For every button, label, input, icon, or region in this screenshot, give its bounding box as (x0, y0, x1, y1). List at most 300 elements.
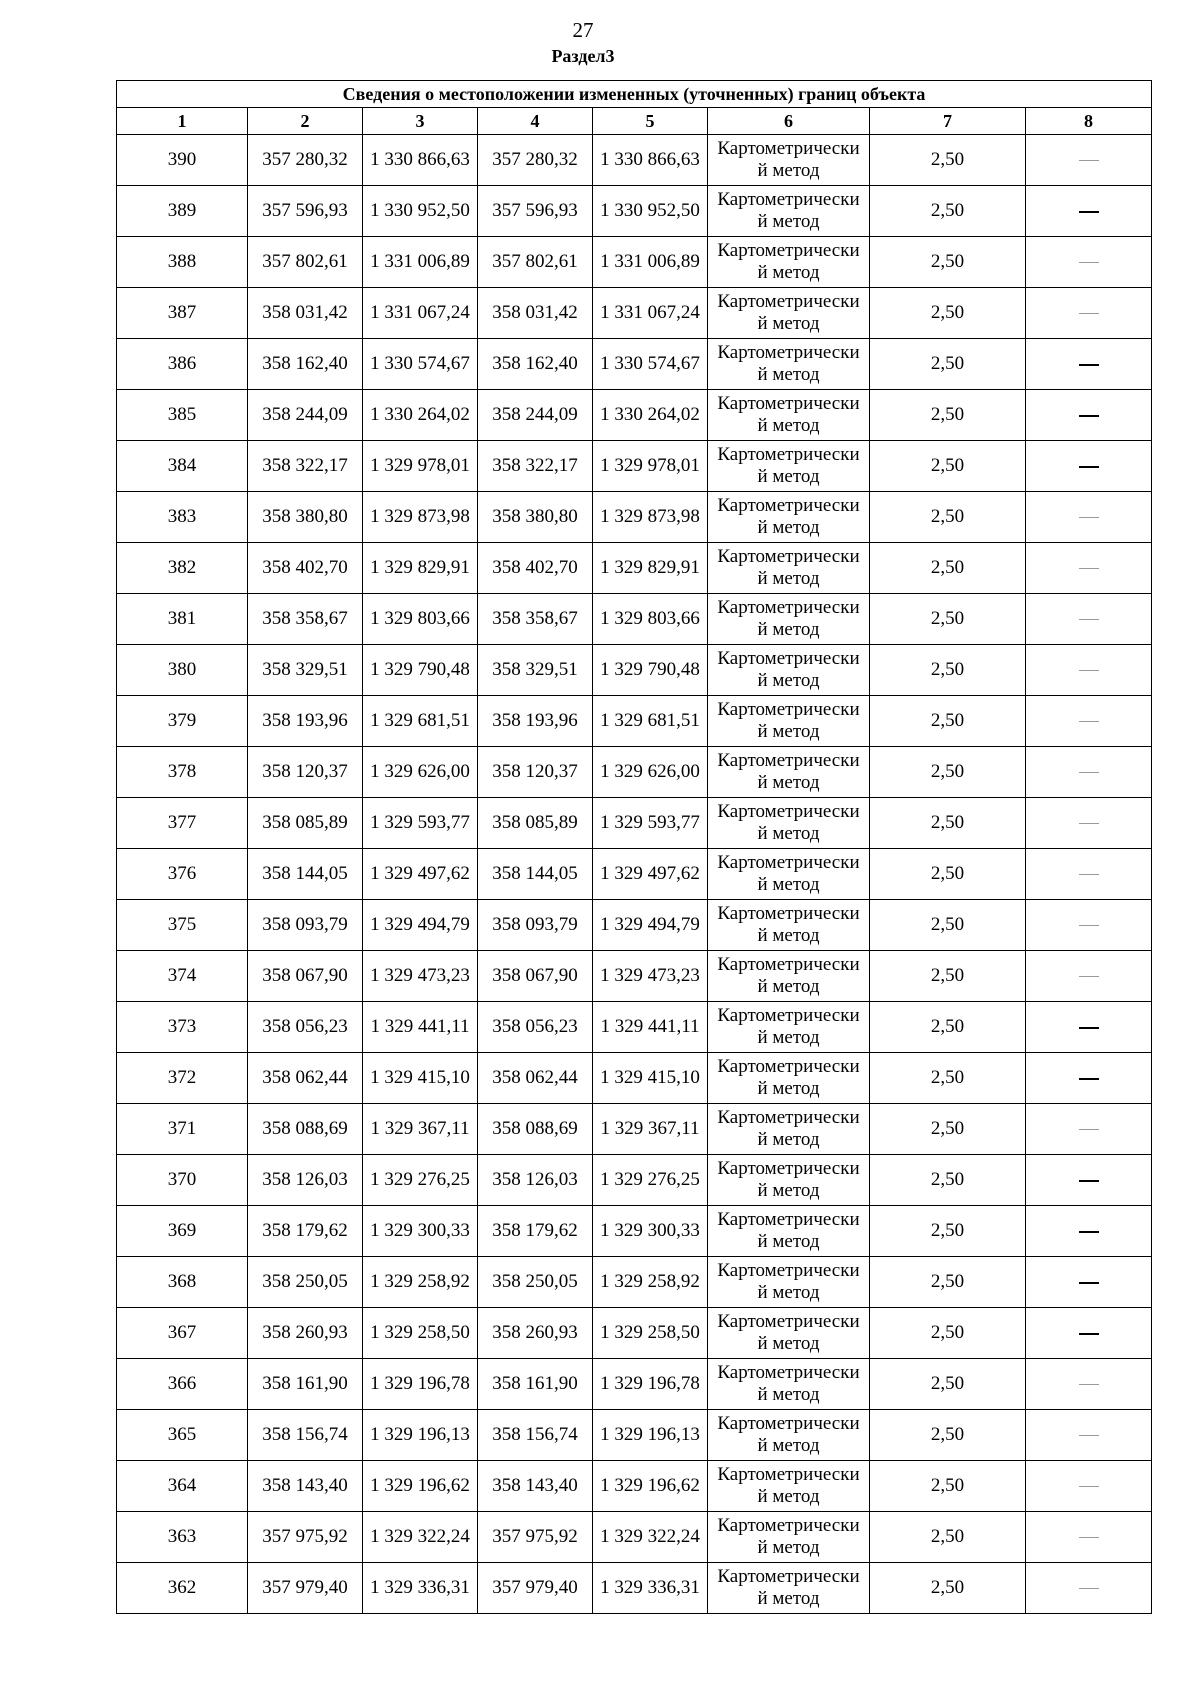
y-new-coordinate-cell: 1 329 494,79 (593, 900, 708, 951)
accuracy-cell: 2,50 (870, 1410, 1026, 1461)
y-new-coordinate-cell: 1 329 681,51 (593, 696, 708, 747)
empty-value-dash (1079, 517, 1099, 518)
method-line-1: Картометрически (717, 546, 860, 567)
y-new-coordinate-cell: 1 329 367,11 (593, 1104, 708, 1155)
y-new-coordinate-cell: 1 329 196,13 (593, 1410, 708, 1461)
method-line-1: Картометрически (717, 1515, 860, 1536)
description-cell (1026, 1512, 1152, 1563)
x-coordinate-cell: 358 358,67 (248, 594, 363, 645)
column-number-2: 2 (248, 108, 363, 135)
table-row (117, 543, 1152, 594)
x-coordinate-cell: 358 244,09 (248, 390, 363, 441)
method-cell (708, 798, 870, 849)
point-number-cell: 373 (117, 1002, 248, 1053)
point-number-cell: 363 (117, 1512, 248, 1563)
x-new-coordinate-cell: 358 162,40 (478, 339, 593, 390)
method-line-2: й метод (757, 1588, 820, 1609)
x-coordinate-cell: 358 329,51 (248, 645, 363, 696)
table-row (117, 900, 1152, 951)
x-coordinate-cell: 358 260,93 (248, 1308, 363, 1359)
method-line-2: й метод (757, 925, 820, 946)
x-coordinate-cell: 358 067,90 (248, 951, 363, 1002)
x-coordinate-cell: 357 979,40 (248, 1563, 363, 1614)
y-coordinate-cell: 1 329 790,48 (363, 645, 478, 696)
y-coordinate-cell: 1 329 681,51 (363, 696, 478, 747)
x-coordinate-cell: 358 144,05 (248, 849, 363, 900)
description-cell (1026, 1257, 1152, 1308)
method-cell (708, 1512, 870, 1563)
y-coordinate-cell: 1 329 415,10 (363, 1053, 478, 1104)
x-coordinate-cell: 357 975,92 (248, 1512, 363, 1563)
y-coordinate-cell: 1 329 494,79 (363, 900, 478, 951)
accuracy-cell: 2,50 (870, 696, 1026, 747)
empty-value-dash (1079, 262, 1099, 263)
method-line-1: Картометрически (717, 1209, 860, 1230)
method-cell (708, 492, 870, 543)
method-line-2: й метод (757, 1537, 820, 1558)
y-coordinate-cell: 1 330 574,67 (363, 339, 478, 390)
boundary-coordinates-table (116, 80, 1152, 1614)
table-row (117, 696, 1152, 747)
accuracy-cell: 2,50 (870, 237, 1026, 288)
method-line-1: Картометрически (717, 342, 860, 363)
accuracy-cell: 2,50 (870, 135, 1026, 186)
method-cell (708, 237, 870, 288)
table-row (117, 135, 1152, 186)
method-cell (708, 1104, 870, 1155)
point-number-cell: 388 (117, 237, 248, 288)
point-number-cell: 382 (117, 543, 248, 594)
point-number-cell: 377 (117, 798, 248, 849)
method-line-1: Картометрически (717, 240, 860, 261)
accuracy-cell: 2,50 (870, 645, 1026, 696)
method-cell (708, 1206, 870, 1257)
point-number-cell: 375 (117, 900, 248, 951)
description-cell (1026, 135, 1152, 186)
x-coordinate-cell: 358 162,40 (248, 339, 363, 390)
method-line-1: Картометрически (717, 1413, 860, 1434)
x-new-coordinate-cell: 358 120,37 (478, 747, 593, 798)
table-row (117, 441, 1152, 492)
table-row (117, 1563, 1152, 1614)
description-cell (1026, 900, 1152, 951)
x-new-coordinate-cell: 358 322,17 (478, 441, 593, 492)
method-line-2: й метод (757, 364, 820, 385)
accuracy-cell: 2,50 (870, 339, 1026, 390)
method-line-2: й метод (757, 619, 820, 640)
x-new-coordinate-cell: 358 260,93 (478, 1308, 593, 1359)
y-coordinate-cell: 1 329 196,78 (363, 1359, 478, 1410)
table-row (117, 186, 1152, 237)
point-number-cell: 366 (117, 1359, 248, 1410)
accuracy-cell: 2,50 (870, 390, 1026, 441)
x-new-coordinate-cell: 358 402,70 (478, 543, 593, 594)
accuracy-cell: 2,50 (870, 1155, 1026, 1206)
x-coordinate-cell: 358 322,17 (248, 441, 363, 492)
y-new-coordinate-cell: 1 329 441,11 (593, 1002, 708, 1053)
method-line-1: Картометрически (717, 699, 860, 720)
table-row (117, 594, 1152, 645)
y-coordinate-cell: 1 329 196,62 (363, 1461, 478, 1512)
y-new-coordinate-cell: 1 329 196,78 (593, 1359, 708, 1410)
point-number-cell: 364 (117, 1461, 248, 1512)
x-coordinate-cell: 358 126,03 (248, 1155, 363, 1206)
method-line-1: Картометрически (717, 648, 860, 669)
y-new-coordinate-cell: 1 329 336,31 (593, 1563, 708, 1614)
description-cell (1026, 1104, 1152, 1155)
point-number-cell: 376 (117, 849, 248, 900)
description-cell (1026, 1563, 1152, 1614)
accuracy-cell: 2,50 (870, 1512, 1026, 1563)
x-new-coordinate-cell: 358 244,09 (478, 390, 593, 441)
point-number-cell: 379 (117, 696, 248, 747)
description-cell (1026, 798, 1152, 849)
method-line-2: й метод (757, 568, 820, 589)
y-coordinate-cell: 1 330 866,63 (363, 135, 478, 186)
table-row (117, 1002, 1152, 1053)
table-row (117, 1512, 1152, 1563)
empty-value-dash (1079, 1435, 1099, 1436)
y-coordinate-cell: 1 329 803,66 (363, 594, 478, 645)
empty-value-dash (1079, 364, 1099, 366)
table-row (117, 1206, 1152, 1257)
table-row (117, 1257, 1152, 1308)
accuracy-cell: 2,50 (870, 1308, 1026, 1359)
point-number-cell: 386 (117, 339, 248, 390)
table-row (117, 1410, 1152, 1461)
empty-value-dash (1079, 415, 1099, 417)
method-cell (708, 951, 870, 1002)
method-line-1: Картометрически (717, 393, 860, 414)
method-cell (708, 441, 870, 492)
empty-value-dash (1079, 670, 1099, 671)
empty-value-dash (1079, 823, 1099, 824)
x-coordinate-cell: 358 250,05 (248, 1257, 363, 1308)
y-new-coordinate-cell: 1 329 276,25 (593, 1155, 708, 1206)
x-new-coordinate-cell: 357 596,93 (478, 186, 593, 237)
accuracy-cell: 2,50 (870, 1257, 1026, 1308)
description-cell (1026, 1461, 1152, 1512)
method-line-1: Картометрически (717, 1260, 860, 1281)
table-row (117, 390, 1152, 441)
description-cell (1026, 645, 1152, 696)
method-line-2: й метод (757, 415, 820, 436)
x-coordinate-cell: 358 156,74 (248, 1410, 363, 1461)
method-cell (708, 645, 870, 696)
method-cell (708, 288, 870, 339)
method-line-1: Картометрически (717, 1464, 860, 1485)
point-number-cell: 380 (117, 645, 248, 696)
point-number-cell: 362 (117, 1563, 248, 1614)
accuracy-cell: 2,50 (870, 543, 1026, 594)
y-new-coordinate-cell: 1 330 574,67 (593, 339, 708, 390)
description-cell (1026, 594, 1152, 645)
x-new-coordinate-cell: 358 143,40 (478, 1461, 593, 1512)
accuracy-cell: 2,50 (870, 951, 1026, 1002)
method-cell (708, 900, 870, 951)
method-line-2: й метод (757, 517, 820, 538)
point-number-cell: 384 (117, 441, 248, 492)
y-coordinate-cell: 1 329 593,77 (363, 798, 478, 849)
x-coordinate-cell: 358 085,89 (248, 798, 363, 849)
point-number-cell: 374 (117, 951, 248, 1002)
x-new-coordinate-cell: 358 093,79 (478, 900, 593, 951)
description-cell (1026, 951, 1152, 1002)
method-line-2: й метод (757, 1435, 820, 1456)
accuracy-cell: 2,50 (870, 288, 1026, 339)
x-new-coordinate-cell: 358 358,67 (478, 594, 593, 645)
accuracy-cell: 2,50 (870, 1461, 1026, 1512)
method-line-1: Картометрически (717, 1362, 860, 1383)
x-new-coordinate-cell: 358 329,51 (478, 645, 593, 696)
table-row (117, 645, 1152, 696)
method-cell (708, 1410, 870, 1461)
x-new-coordinate-cell: 358 067,90 (478, 951, 593, 1002)
method-line-2: й метод (757, 1078, 820, 1099)
column-number-header (117, 108, 1152, 135)
method-line-2: й метод (757, 160, 820, 181)
method-line-2: й метод (757, 1486, 820, 1507)
y-new-coordinate-cell: 1 329 322,24 (593, 1512, 708, 1563)
description-cell (1026, 492, 1152, 543)
accuracy-cell: 2,50 (870, 849, 1026, 900)
x-coordinate-cell: 358 380,80 (248, 492, 363, 543)
method-line-1: Картометрически (717, 1566, 860, 1587)
method-line-2: й метод (757, 874, 820, 895)
method-line-1: Картометрически (717, 1311, 860, 1332)
method-line-1: Картометрически (717, 1056, 860, 1077)
empty-value-dash (1079, 1384, 1099, 1385)
table-row (117, 1053, 1152, 1104)
y-coordinate-cell: 1 330 264,02 (363, 390, 478, 441)
accuracy-cell: 2,50 (870, 1104, 1026, 1155)
x-coordinate-cell: 358 402,70 (248, 543, 363, 594)
method-cell (708, 186, 870, 237)
accuracy-cell: 2,50 (870, 1359, 1026, 1410)
y-new-coordinate-cell: 1 331 067,24 (593, 288, 708, 339)
empty-value-dash (1079, 1231, 1099, 1233)
y-new-coordinate-cell: 1 329 873,98 (593, 492, 708, 543)
empty-value-dash (1079, 1588, 1099, 1589)
method-line-2: й метод (757, 1180, 820, 1201)
method-line-1: Картометрически (717, 801, 860, 822)
x-coordinate-cell: 357 596,93 (248, 186, 363, 237)
method-line-1: Картометрически (717, 903, 860, 924)
y-coordinate-cell: 1 329 497,62 (363, 849, 478, 900)
x-new-coordinate-cell: 358 085,89 (478, 798, 593, 849)
y-new-coordinate-cell: 1 331 006,89 (593, 237, 708, 288)
method-cell (708, 135, 870, 186)
method-line-2: й метод (757, 670, 820, 691)
y-new-coordinate-cell: 1 329 258,50 (593, 1308, 708, 1359)
x-new-coordinate-cell: 358 062,44 (478, 1053, 593, 1104)
empty-value-dash (1079, 772, 1099, 773)
method-line-2: й метод (757, 262, 820, 283)
y-coordinate-cell: 1 329 196,13 (363, 1410, 478, 1461)
empty-value-dash (1079, 1537, 1099, 1538)
section-title: Раздел3 (551, 46, 615, 66)
table-row (117, 1308, 1152, 1359)
point-number-cell: 368 (117, 1257, 248, 1308)
column-number-7: 7 (870, 108, 1026, 135)
x-new-coordinate-cell: 358 250,05 (478, 1257, 593, 1308)
y-coordinate-cell: 1 329 626,00 (363, 747, 478, 798)
accuracy-cell: 2,50 (870, 441, 1026, 492)
accuracy-cell: 2,50 (870, 1053, 1026, 1104)
y-new-coordinate-cell: 1 329 803,66 (593, 594, 708, 645)
accuracy-cell: 2,50 (870, 900, 1026, 951)
empty-value-dash (1079, 1486, 1099, 1487)
column-number-6: 6 (708, 108, 870, 135)
point-number-cell: 381 (117, 594, 248, 645)
method-cell (708, 1359, 870, 1410)
description-cell (1026, 696, 1152, 747)
x-new-coordinate-cell: 358 144,05 (478, 849, 593, 900)
column-number-1: 1 (117, 108, 248, 135)
method-line-1: Картометрически (717, 597, 860, 618)
y-new-coordinate-cell: 1 329 978,01 (593, 441, 708, 492)
method-line-2: й метод (757, 1027, 820, 1048)
table-row (117, 798, 1152, 849)
y-coordinate-cell: 1 329 300,33 (363, 1206, 478, 1257)
accuracy-cell: 2,50 (870, 1563, 1026, 1614)
x-coordinate-cell: 358 193,96 (248, 696, 363, 747)
method-cell (708, 543, 870, 594)
x-coordinate-cell: 358 093,79 (248, 900, 363, 951)
method-cell (708, 696, 870, 747)
accuracy-cell: 2,50 (870, 492, 1026, 543)
y-new-coordinate-cell: 1 329 829,91 (593, 543, 708, 594)
accuracy-cell: 2,50 (870, 747, 1026, 798)
table-row (117, 1359, 1152, 1410)
column-number-5: 5 (593, 108, 708, 135)
point-number-cell: 390 (117, 135, 248, 186)
point-number-cell: 372 (117, 1053, 248, 1104)
column-number-3: 3 (363, 108, 478, 135)
empty-value-dash (1079, 1180, 1099, 1182)
method-line-2: й метод (757, 211, 820, 232)
empty-value-dash (1079, 1333, 1099, 1335)
point-number-cell: 387 (117, 288, 248, 339)
description-cell (1026, 849, 1152, 900)
x-new-coordinate-cell: 358 193,96 (478, 696, 593, 747)
table-row (117, 1104, 1152, 1155)
empty-value-dash (1079, 568, 1099, 569)
x-coordinate-cell: 358 056,23 (248, 1002, 363, 1053)
table-row (117, 1155, 1152, 1206)
method-cell (708, 1155, 870, 1206)
x-new-coordinate-cell: 358 179,62 (478, 1206, 593, 1257)
x-new-coordinate-cell: 358 380,80 (478, 492, 593, 543)
method-cell (708, 1257, 870, 1308)
point-number-cell: 385 (117, 390, 248, 441)
description-cell (1026, 390, 1152, 441)
method-line-1: Картометрически (717, 138, 860, 159)
y-coordinate-cell: 1 329 258,92 (363, 1257, 478, 1308)
table-row (117, 1461, 1152, 1512)
method-cell (708, 747, 870, 798)
point-number-cell: 369 (117, 1206, 248, 1257)
y-new-coordinate-cell: 1 329 258,92 (593, 1257, 708, 1308)
point-number-cell: 378 (117, 747, 248, 798)
accuracy-cell: 2,50 (870, 594, 1026, 645)
y-coordinate-cell: 1 329 367,11 (363, 1104, 478, 1155)
page-number: 27 (572, 18, 594, 42)
x-new-coordinate-cell: 357 975,92 (478, 1512, 593, 1563)
x-coordinate-cell: 357 802,61 (248, 237, 363, 288)
table-row (117, 339, 1152, 390)
x-new-coordinate-cell: 358 161,90 (478, 1359, 593, 1410)
method-line-1: Картометрически (717, 954, 860, 975)
description-cell (1026, 186, 1152, 237)
y-new-coordinate-cell: 1 329 626,00 (593, 747, 708, 798)
y-coordinate-cell: 1 329 322,24 (363, 1512, 478, 1563)
x-coordinate-cell: 357 280,32 (248, 135, 363, 186)
method-line-2: й метод (757, 1231, 820, 1252)
y-new-coordinate-cell: 1 329 790,48 (593, 645, 708, 696)
table-row (117, 951, 1152, 1002)
method-cell (708, 390, 870, 441)
empty-value-dash (1079, 619, 1099, 620)
accuracy-cell: 2,50 (870, 1002, 1026, 1053)
table-row (117, 237, 1152, 288)
accuracy-cell: 2,50 (870, 1206, 1026, 1257)
method-line-2: й метод (757, 313, 820, 334)
method-line-1: Картометрически (717, 1107, 860, 1128)
method-cell (708, 339, 870, 390)
x-coordinate-cell: 358 062,44 (248, 1053, 363, 1104)
y-coordinate-cell: 1 330 952,50 (363, 186, 478, 237)
y-coordinate-cell: 1 329 276,25 (363, 1155, 478, 1206)
point-number-cell: 371 (117, 1104, 248, 1155)
column-number-8: 8 (1026, 108, 1152, 135)
method-line-1: Картометрически (717, 852, 860, 873)
y-new-coordinate-cell: 1 329 415,10 (593, 1053, 708, 1104)
point-number-cell: 367 (117, 1308, 248, 1359)
y-new-coordinate-cell: 1 329 473,23 (593, 951, 708, 1002)
method-line-2: й метод (757, 1129, 820, 1150)
description-cell (1026, 543, 1152, 594)
method-line-2: й метод (757, 1282, 820, 1303)
accuracy-cell: 2,50 (870, 186, 1026, 237)
empty-value-dash (1079, 976, 1099, 977)
method-cell (708, 1308, 870, 1359)
method-line-1: Картометрически (717, 750, 860, 771)
empty-value-dash (1079, 1129, 1099, 1130)
description-cell (1026, 339, 1152, 390)
description-cell (1026, 1206, 1152, 1257)
point-number-cell: 389 (117, 186, 248, 237)
description-cell (1026, 747, 1152, 798)
description-cell (1026, 237, 1152, 288)
empty-value-dash (1079, 1078, 1099, 1080)
y-coordinate-cell: 1 329 473,23 (363, 951, 478, 1002)
description-cell (1026, 288, 1152, 339)
method-line-2: й метод (757, 976, 820, 997)
y-new-coordinate-cell: 1 329 497,62 (593, 849, 708, 900)
x-new-coordinate-cell: 357 802,61 (478, 237, 593, 288)
y-coordinate-cell: 1 329 441,11 (363, 1002, 478, 1053)
empty-value-dash (1079, 160, 1099, 161)
method-line-2: й метод (757, 772, 820, 793)
method-line-2: й метод (757, 823, 820, 844)
point-number-cell: 383 (117, 492, 248, 543)
description-cell (1026, 1410, 1152, 1461)
x-coordinate-cell: 358 120,37 (248, 747, 363, 798)
y-new-coordinate-cell: 1 330 264,02 (593, 390, 708, 441)
table-row (117, 747, 1152, 798)
method-line-1: Картометрически (717, 444, 860, 465)
